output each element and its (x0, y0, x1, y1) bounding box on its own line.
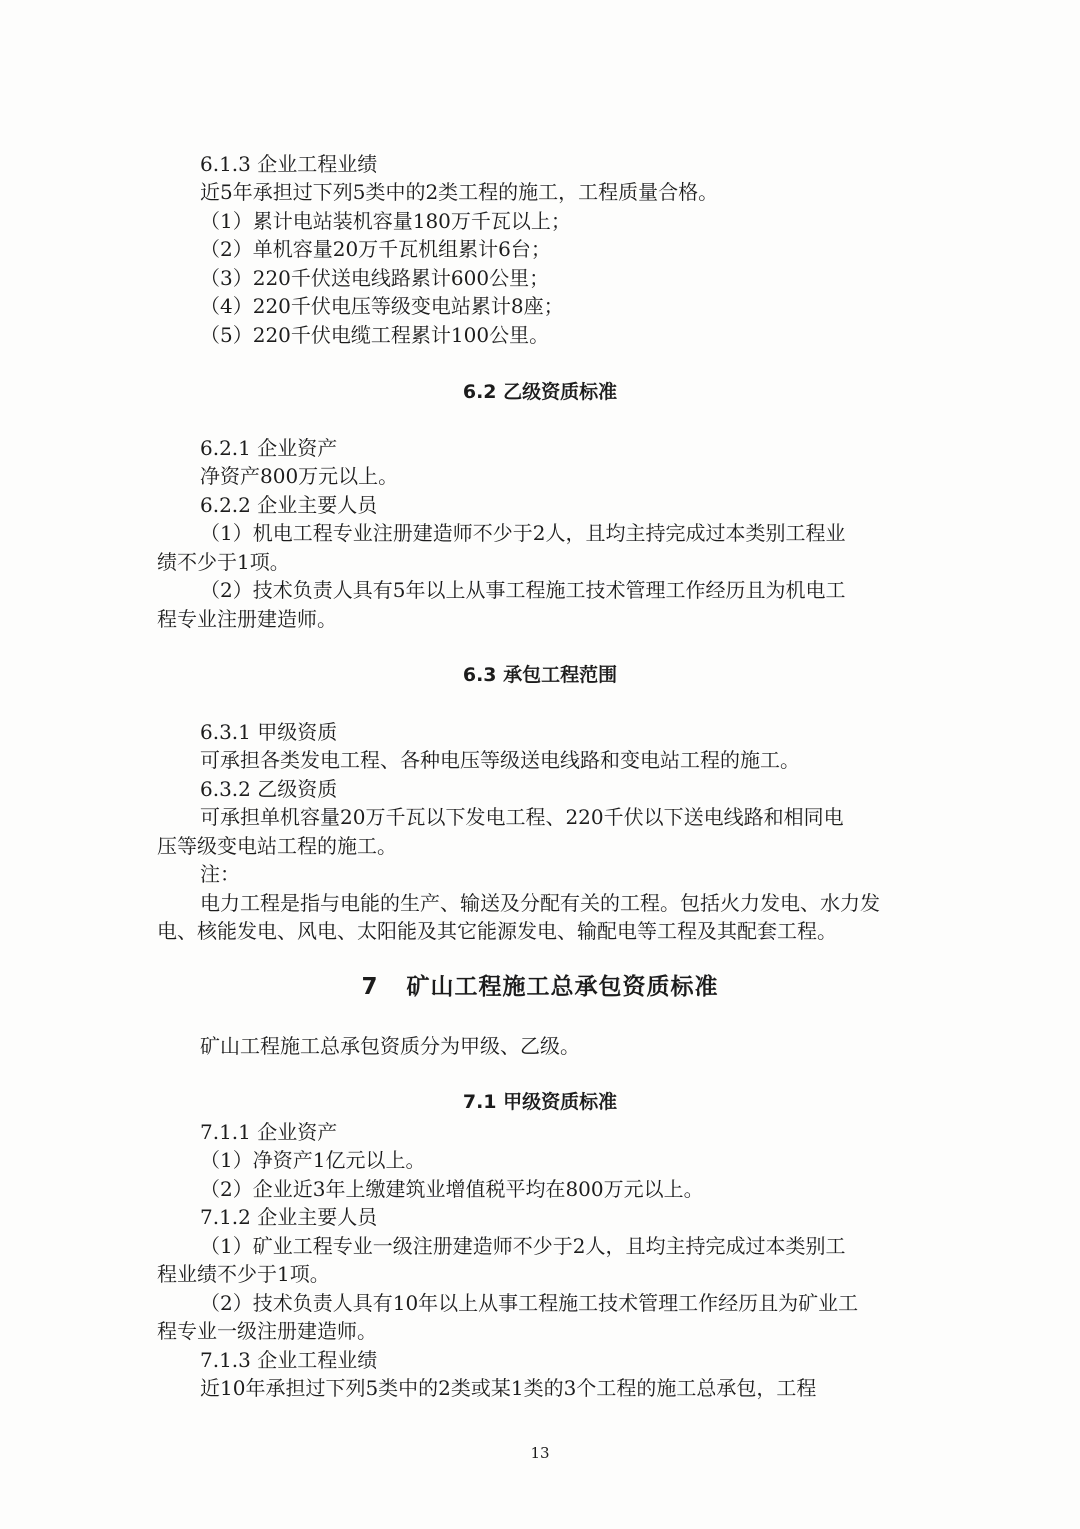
section-6-1-3-intro: 近5年承担过下列5类中的2类工程的施工，工程质量合格。 (200, 180, 719, 204)
section-7-1-title: 7.1 甲级资质标准 (462, 1091, 618, 1113)
section-6-3-2-heading: 6.3.2 乙级资质 (200, 777, 338, 801)
section-6-3-1-text: 可承担各类发电工程、各种电压等级送电线路和变电站工程的施工。 (200, 748, 800, 772)
paragraph-line: （2）技术负责人具有5年以上从事工程施工技术管理工作经历且为机电工 (200, 578, 846, 602)
paragraph-line: 可承担单机容量20万千瓦以下发电工程、220千伏以下送电线路和相同电 (200, 805, 844, 829)
paragraph-line: 压等级变电站工程的施工。 (157, 834, 397, 858)
section-6-3-title: 6.3 承包工程范围 (462, 664, 618, 686)
section-6-2-1-text: 净资产800万元以上。 (200, 464, 399, 488)
section-6-3-1-heading: 6.3.1 甲级资质 (200, 720, 338, 744)
section-6-2-1-heading: 6.2.1 企业资产 (200, 436, 338, 460)
section-6-2-2-heading: 6.2.2 企业主要人员 (200, 493, 378, 517)
paragraph-line: 近10年承担过下列5类中的2类或某1类的3个工程的施工总承包，工程 (200, 1376, 817, 1400)
paragraph-line: （1）矿业工程专业一级注册建造师不少于2人，且均主持完成过本类别工 (200, 1234, 846, 1258)
list-item: （2）企业近3年上缴建筑业增值税平均在800万元以上。 (200, 1177, 704, 1201)
section-6-2-title: 6.2 乙级资质标准 (462, 381, 618, 403)
chapter-7-title (0, 971, 1080, 1003)
section-7-1-3-heading: 7.1.3 企业工程业绩 (200, 1348, 378, 1372)
chapter-number: 7 (361, 974, 379, 1000)
paragraph-line: 电、核能发电、风电、太阳能及其它能源发电、输配电等工程及其配套工程。 (157, 919, 837, 943)
list-item: （3）220千伏送电线路累计600公里； (200, 266, 550, 290)
paragraph-line: （2）技术负责人具有10年以上从事工程施工技术管理工作经历且为矿业工 (200, 1291, 859, 1315)
page-number: 13 (530, 1444, 550, 1462)
paragraph-line: 绩不少于1项。 (157, 550, 290, 574)
section-7-1-1-heading: 7.1.1 企业资产 (200, 1120, 338, 1144)
paragraph-line: 程专业一级注册建造师。 (157, 1319, 377, 1343)
chapter-7-intro: 矿山工程施工总承包资质分为甲级、乙级。 (200, 1034, 580, 1058)
paragraph-line: 程业绩不少于1项。 (157, 1262, 330, 1286)
paragraph-line: 程专业注册建造师。 (157, 607, 337, 631)
list-item: （1）累计电站装机容量180万千瓦以上； (200, 209, 571, 233)
list-item: （5）220千伏电缆工程累计100公里。 (200, 323, 550, 347)
paragraph-line: 电力工程是指与电能的生产、输送及分配有关的工程。包括火力发电、水力发 (200, 891, 880, 915)
section-6-1-3-heading: 6.1.3 企业工程业绩 (200, 152, 378, 176)
section-7-1-2-heading: 7.1.2 企业主要人员 (200, 1205, 378, 1229)
list-item: （4）220千伏电压等级变电站累计8座； (200, 294, 564, 318)
paragraph-line: （1）机电工程专业注册建造师不少于2人，且均主持完成过本类别工程业 (200, 521, 846, 545)
note-label: 注： (200, 862, 240, 886)
chapter-title-text: 矿山工程施工总承包资质标准 (406, 974, 719, 1000)
list-item: （2）单机容量20万千瓦机组累计6台； (200, 237, 551, 261)
list-item: （1）净资产1亿元以上。 (200, 1148, 426, 1172)
